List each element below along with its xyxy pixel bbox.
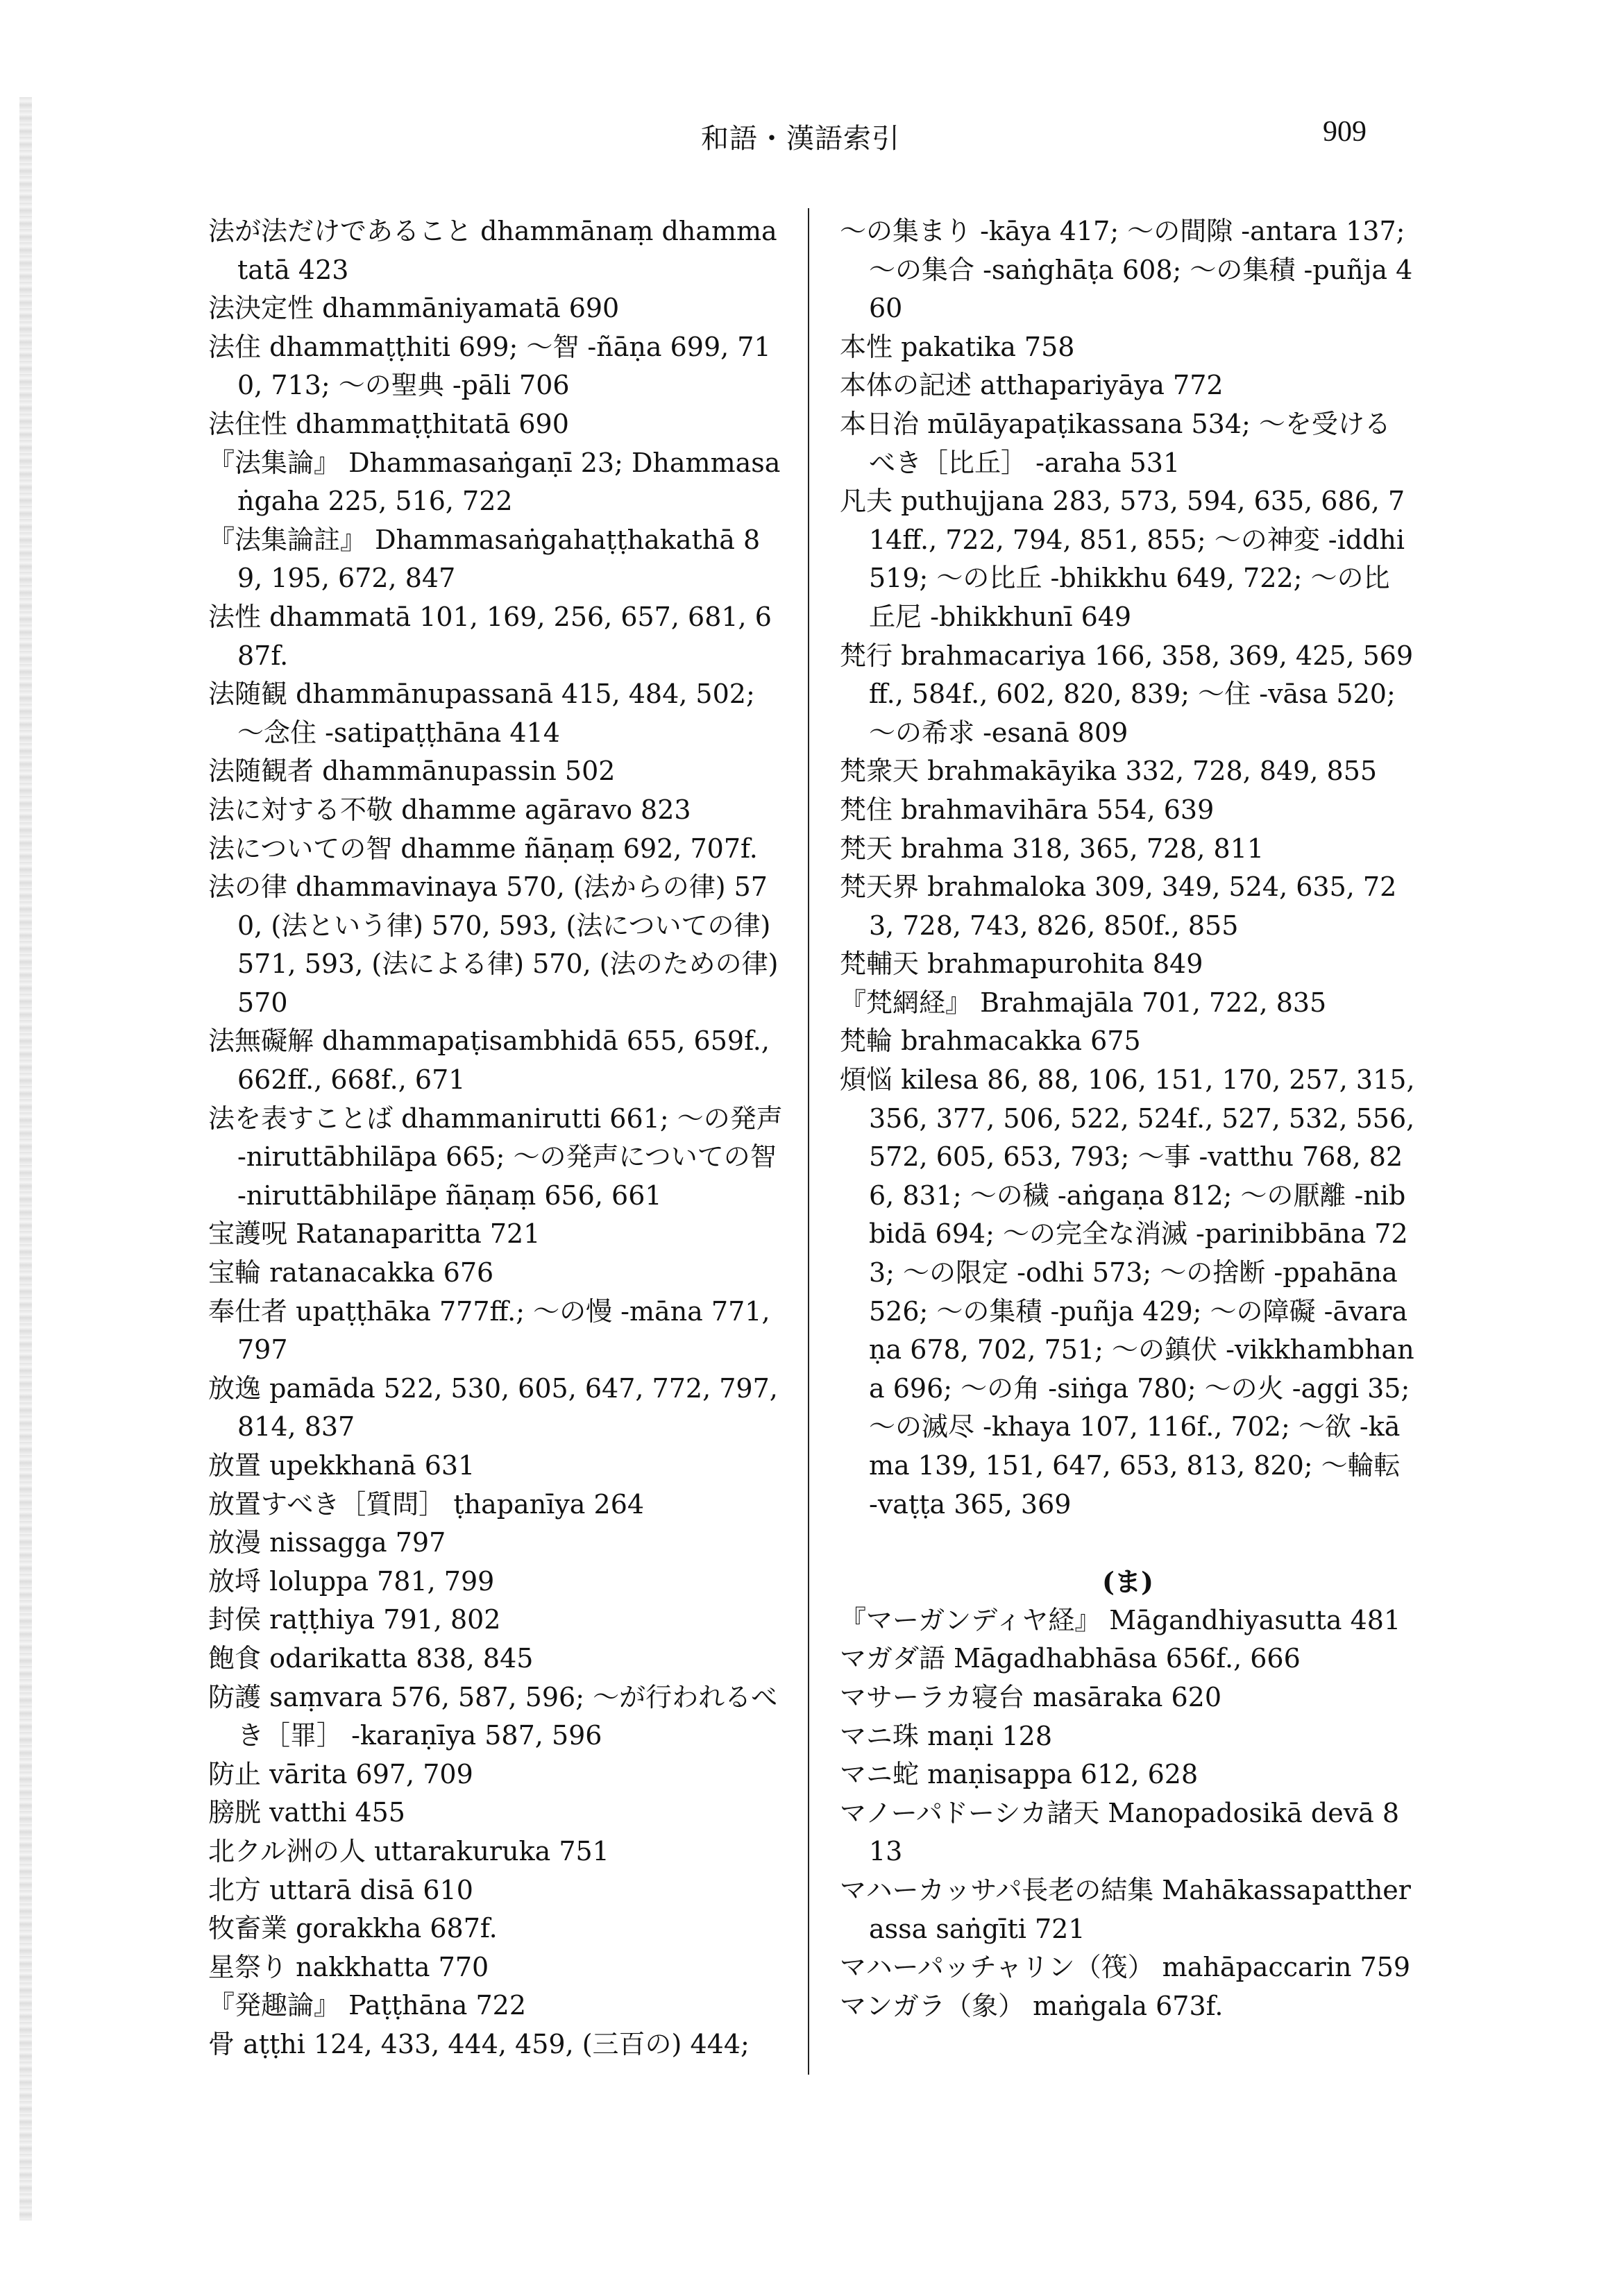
index-entry: 法住 dhammaṭṭhiti 699; 〜智 -ñāṇa 699, 710, 713; 〜の聖典 -pāli 706 bbox=[208, 331, 771, 401]
index-entry: マハーパッチャリン（筏） mahāpaccarin 759 bbox=[840, 1952, 1411, 1983]
index-entry: 梵行 brahmacariya 166, 358, 369, 425, 569ff., 584f., 602, 820, 839; 〜住 -vāsa 520; 〜の希求 -esanā 809 bbox=[840, 640, 1414, 748]
page-number: 909 bbox=[1323, 116, 1367, 148]
index-entry: 法随観 dhammānupassanā 415, 484, 502; 〜念住 -satipaṭṭhāna 414 bbox=[208, 679, 755, 748]
section-heading-ma: (ま) bbox=[1102, 1566, 1153, 1598]
index-entry: 法住性 dhammaṭṭhitatā 690 bbox=[208, 408, 569, 439]
index-entry: マサーラカ寝台 masāraka 620 bbox=[840, 1681, 1222, 1712]
index-entry: 本性 pakatika 758 bbox=[840, 331, 1075, 362]
index-entry: 法無礙解 dhammapaṭisambhidā 655, 659f., 662ff., 668f., 671 bbox=[208, 1026, 770, 1096]
index-entry: マニ珠 maṇi 128 bbox=[840, 1720, 1053, 1751]
index-entry: マニ蛇 maṇisappa 612, 628 bbox=[840, 1759, 1199, 1790]
index-entry: 梵衆天 brahmakāyika 332, 728, 849, 855 bbox=[840, 756, 1378, 787]
index-entry: 放置すべき［質問］ ṭhapanīya 264 bbox=[208, 1488, 645, 1520]
index-entry: マノーパドーシカ諸天 Manopadosikā devā 813 bbox=[840, 1797, 1400, 1867]
index-entry: 北方 uttarā disā 610 bbox=[208, 1874, 473, 1905]
index-entry: 梵天界 brahmaloka 309, 349, 524, 635, 723, 728, 743, 826, 850f., 855 bbox=[840, 871, 1397, 941]
index-entry: 『法集論』 Dhammasaṅgaṇī 23; Dhammasaṅgaha 225, 516, 722 bbox=[208, 447, 781, 517]
scan-edge-artifact bbox=[19, 97, 32, 2220]
index-entry: 放逸 pamāda 522, 530, 605, 647, 772, 797, 814, 837 bbox=[208, 1372, 778, 1443]
index-entry: 梵輪 brahmacakka 675 bbox=[840, 1026, 1141, 1057]
index-entry: 梵住 brahmavihāra 554, 639 bbox=[840, 794, 1215, 825]
index-entry: マガダ語 Māgadhabhāsa 656f., 666 bbox=[840, 1643, 1301, 1674]
index-entry: 法を表すことば dhammanirutti 661; 〜の発声 -niruttābhilāpa 665; 〜の発声についての智 -niruttābhilāpe ñāṇaṃ 656, 661 bbox=[208, 1103, 783, 1211]
index-entry: 〜の集まり -kāya 417; 〜の間隙 -antara 137; 〜の集合 -saṅghāṭa 608; 〜の集積 -puñja 460 bbox=[840, 216, 1413, 324]
index-entry: 『法集論註』 Dhammasaṅgahaṭṭhakathā 89, 195, 672, 847 bbox=[208, 524, 761, 594]
index-entry: 星祭り nakkhatta 770 bbox=[208, 1951, 489, 1982]
index-entry: 奉仕者 upaṭṭhāka 777ff.; 〜の慢 -māna 771, 797 bbox=[208, 1295, 770, 1366]
index-entry: 梵天 brahma 318, 365, 728, 811 bbox=[840, 833, 1264, 864]
index-entry: 放漫 nissagga 797 bbox=[208, 1527, 446, 1558]
index-entry: 飽食 odarikatta 838, 845 bbox=[208, 1642, 534, 1674]
index-entry: 梵輔天 brahmapurohita 849 bbox=[840, 949, 1203, 980]
index-entry: 本日治 mūlāyapaṭikassana 534; 〜を受けるべき［比丘］ -araha 531 bbox=[840, 408, 1391, 478]
index-entry: 放置 upekkhanā 631 bbox=[208, 1450, 475, 1481]
column-divider bbox=[808, 208, 809, 2075]
index-entry: 膀胱 vatthi 455 bbox=[208, 1797, 405, 1828]
index-entry: 法についての智 dhamme ñāṇaṃ 692, 707f. bbox=[208, 833, 758, 864]
section-gap bbox=[840, 1524, 1416, 1563]
index-entry: 法が法だけであること dhammānaṃ dhammatatā 423 bbox=[208, 216, 777, 285]
index-entry: 北クル洲の人 uttarakuruka 751 bbox=[208, 1835, 609, 1866]
index-entry: 凡夫 puthujjana 283, 573, 594, 635, 686, 714ff., 722, 794, 851, 855; 〜の神変 -iddhi 519; 〜の比丘 -bhikkhu 649, 722; 〜の比丘尼 -bhikkhunī 649 bbox=[840, 486, 1405, 632]
index-entry: 封侯 raṭṭhiya 791, 802 bbox=[208, 1604, 501, 1635]
index-entry: 『梵網経』 Brahmajāla 701, 722, 835 bbox=[840, 987, 1327, 1018]
index-entry: 法随観者 dhammānupassin 502 bbox=[208, 756, 616, 787]
index-entry: 骨 aṭṭhi 124, 433, 444, 459, (三百の) 444; bbox=[208, 2028, 750, 2059]
index-entry: 防護 saṃvara 576, 587, 596; 〜が行われるべき［罪］ -karaṇīya 587, 596 bbox=[208, 1681, 778, 1751]
right-column bbox=[840, 212, 1416, 2025]
index-entry: 防止 vārita 697, 709 bbox=[208, 1758, 473, 1789]
index-entry: 宝輪 ratanacakka 676 bbox=[208, 1257, 494, 1289]
index-entry: 本体の記述 atthapariyāya 772 bbox=[840, 370, 1224, 401]
index-entry: マハーカッサパ長老の結集 Mahākassapattherassa saṅgīti 721 bbox=[840, 1874, 1411, 1944]
index-entry: 煩悩 kilesa 86, 88, 106, 151, 170, 257, 315, 356, 377, 506, 522, 524f., 527, 532, 556, 572, 605, 653, 793; 〜事 -vatthu 768, 826, 831; 〜の穢 -aṅgaṇa 812; 〜の厭離 -nibbidā 694; 〜の完全な消滅 -parinibbāna 723; 〜の限定 -odhi 573; 〜の捨断 -ppahāna 526; 〜の集積 -puñja 429; 〜の障礙 -āvaraṇa 678, 702, 751; 〜の鎮伏 -vikkhambhana 696; 〜の角 -siṅga 780; 〜の火 -aggi 35; 〜の滅尽 -khaya 107, 116f., 702; 〜欲 -kāma 139, 151, 647, 653, 813, 820; 〜輪転 -vaṭṭa 365, 369 bbox=[840, 1064, 1415, 1520]
index-entry: 法の律 dhammavinaya 570, (法からの律) 570, (法という律) 570, 593, (法についての律) 571, 593, (法による律) 570, (法のための律) 570 bbox=[208, 871, 779, 1018]
running-head: 和語・漢語索引 bbox=[701, 123, 900, 155]
index-entry: 法性 dhammatā 101, 169, 256, 657, 681, 687f. bbox=[208, 601, 772, 671]
index-entry: 宝護呪 Ratanaparitta 721 bbox=[208, 1218, 541, 1250]
index-entry: 牧畜業 gorakkha 687f. bbox=[208, 1913, 498, 1944]
index-entry: 『マーガンディヤ経』 Māgandhiyasutta 481 bbox=[840, 1604, 1401, 1635]
index-entry: 法決定性 dhammāniyamatā 690 bbox=[208, 293, 620, 324]
left-column bbox=[208, 212, 784, 2064]
index-entry: 法に対する不敬 dhamme agāravo 823 bbox=[208, 794, 691, 825]
index-entry: 放埒 loluppa 781, 799 bbox=[208, 1565, 495, 1597]
index-entry: マンガラ（象） maṅgala 673f. bbox=[840, 1990, 1224, 2021]
index-entry: 『発趣論』 Paṭṭhāna 722 bbox=[208, 1990, 527, 2021]
